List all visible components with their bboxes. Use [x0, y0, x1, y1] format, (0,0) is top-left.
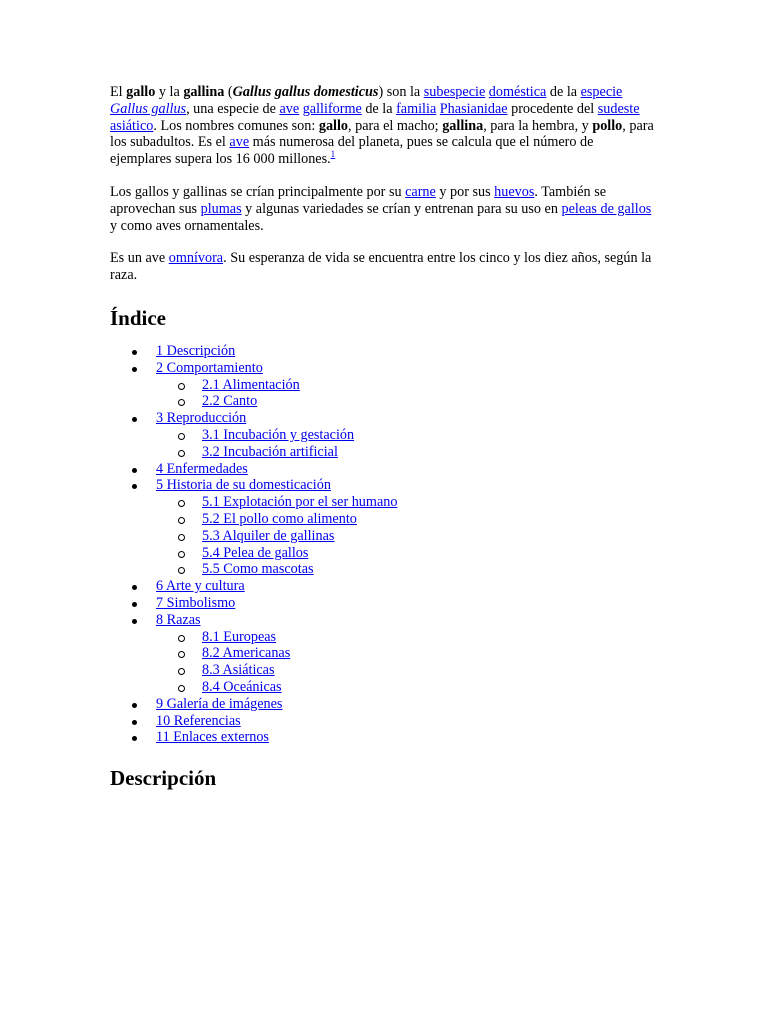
text: de la	[546, 84, 581, 100]
text: y por sus	[435, 183, 495, 200]
text: Es un ave	[110, 250, 169, 267]
text: de la	[361, 100, 397, 117]
toc-link-explotacion[interactable]: 5.1 Explotación por el ser humano	[202, 494, 398, 511]
toc-link-galeria[interactable]: 9 Galería de imágenes	[156, 695, 283, 712]
bold-term: gallina	[183, 84, 225, 100]
intro-paragraph	[110, 84, 655, 168]
toc-item	[156, 595, 655, 612]
toc-subitem	[202, 645, 655, 662]
toc-subitem	[202, 511, 655, 528]
bold-term: gallo	[126, 84, 156, 100]
toc-link-incubacion-artificial[interactable]: 3.2 Incubación artificial	[202, 443, 338, 460]
toc-subitem	[202, 561, 655, 578]
text: y algunas variedades se crían y entrenan para su uso en	[241, 200, 562, 217]
toc-link-razas[interactable]: 8 Razas	[156, 611, 201, 628]
bold-term: gallina	[442, 117, 484, 134]
toc-subitem	[202, 427, 655, 444]
toc-link-canto[interactable]: 2.2 Canto	[202, 393, 258, 410]
toc-item	[156, 713, 655, 730]
text: . Su esperanza de vida se encuentra entre los cinco y los diez años, según la raza.	[110, 250, 652, 284]
text: procedente del	[507, 100, 598, 117]
text: (	[224, 84, 233, 100]
link-especie[interactable]: especie	[580, 84, 623, 100]
link-subespecie[interactable]: subespecie	[423, 84, 486, 100]
toc-link-enfermedades[interactable]: 4 Enfermedades	[156, 460, 248, 477]
link-galliforme[interactable]: galliforme	[302, 100, 362, 117]
toc-link-pelea-gallos[interactable]: 5.4 Pelea de gallos	[202, 544, 309, 561]
toc-subitem	[202, 444, 655, 461]
toc-link-simbolismo[interactable]: 7 Simbolismo	[156, 594, 236, 611]
toc-link-incubacion-gestacion[interactable]: 3.1 Incubación y gestación	[202, 426, 355, 443]
toc-subitem	[202, 393, 655, 410]
toc-sublist	[156, 427, 655, 461]
toc-link-asiaticas[interactable]: 8.3 Asiáticas	[202, 662, 275, 679]
toc-link-alquiler-gallinas[interactable]: 5.3 Alquiler de gallinas	[202, 527, 335, 544]
article-body	[110, 84, 655, 803]
link-plumas[interactable]: plumas	[200, 200, 242, 217]
toc-item	[156, 360, 655, 410]
bold-term: gallo	[318, 117, 349, 134]
toc-link-historia[interactable]: 5 Historia de su domesticación	[156, 477, 331, 494]
toc-sublist	[156, 494, 655, 578]
toc-item	[156, 696, 655, 713]
toc-link-europeas[interactable]: 8.1 Europeas	[202, 628, 277, 645]
section-heading-descripcion: Descripción	[110, 766, 217, 791]
text: más numerosa del planeta, pues se calcula que el número de ejemplares supera los 16 000 millones.	[110, 134, 594, 168]
link-domestica[interactable]: doméstica	[488, 84, 547, 100]
toc-link-americanas[interactable]: 8.2 Americanas	[202, 645, 291, 662]
text: El	[110, 84, 127, 100]
link-sudeste-asiatico[interactable]: sudeste asiático	[110, 100, 640, 134]
text: y la	[155, 84, 184, 100]
toc-link-oceanicas[interactable]: 8.4 Oceánicas	[202, 678, 282, 695]
uses-paragraph	[110, 184, 655, 234]
toc-link-alimentacion[interactable]: 2.1 Alimentación	[202, 376, 300, 393]
toc-subitem	[202, 662, 655, 679]
reference-link-1[interactable]: 1	[330, 149, 336, 160]
toc-heading: Índice	[110, 305, 167, 330]
link-carne[interactable]: carne	[405, 183, 436, 200]
link-gallus-gallus-label: Gallus gallus	[110, 100, 187, 117]
toc-link-enlaces-externos[interactable]: 11 Enlaces externos	[156, 729, 269, 746]
text: y como aves ornamentales.	[110, 217, 264, 234]
toc-item	[156, 343, 655, 360]
text: , una especie de	[186, 100, 280, 117]
text: . También se aprovechan sus	[110, 183, 607, 217]
diet-paragraph	[110, 250, 655, 284]
toc-link-arte-cultura[interactable]: 6 Arte y cultura	[156, 578, 245, 595]
toc-subitem	[202, 545, 655, 562]
link-ave-2[interactable]: ave	[229, 134, 250, 151]
toc-link-reproduccion[interactable]: 3 Reproducción	[156, 410, 247, 427]
toc-link-comportamiento[interactable]: 2 Comportamiento	[156, 359, 263, 376]
toc-subitem	[202, 528, 655, 545]
text: Los gallos y gallinas se crían principalmente por su	[110, 183, 406, 200]
toc-item	[156, 461, 655, 478]
toc-item	[156, 612, 655, 696]
toc-subitem	[202, 679, 655, 696]
toc-subitem	[202, 377, 655, 394]
table-of-contents	[110, 343, 655, 746]
toc-sublist	[156, 629, 655, 696]
bold-term: pollo	[592, 117, 623, 134]
link-peleas-de-gallos[interactable]: peleas de gallos	[561, 200, 652, 217]
toc-item	[156, 477, 655, 578]
link-gallus-gallus[interactable]	[110, 101, 186, 117]
toc-link-referencias[interactable]: 10 Referencias	[156, 712, 241, 729]
text: , para la hembra, y	[483, 117, 593, 134]
toc-link-descripcion[interactable]: 1 Descripción	[156, 342, 236, 359]
toc-item	[156, 729, 655, 746]
link-familia[interactable]: familia	[396, 100, 437, 117]
toc-item	[156, 578, 655, 595]
toc-subitem	[202, 494, 655, 511]
toc-item	[156, 410, 655, 460]
scientific-name: Gallus gallus domesticus	[232, 84, 379, 100]
toc-link-mascotas[interactable]: 5.5 Como mascotas	[202, 561, 314, 578]
text: ) son la	[378, 84, 424, 100]
text: , para el macho;	[348, 117, 443, 134]
toc-sublist	[156, 377, 655, 411]
link-phasianidae[interactable]: Phasianidae	[439, 100, 508, 117]
link-huevos[interactable]: huevos	[494, 183, 535, 200]
link-ave[interactable]: ave	[279, 100, 300, 117]
toc-subitem	[202, 629, 655, 646]
link-omnivora[interactable]: omnívora	[168, 250, 224, 267]
text: , para los subadultos. Es el	[110, 117, 654, 151]
toc-link-pollo-alimento[interactable]: 5.2 El pollo como alimento	[202, 510, 357, 527]
text: . Los nombres comunes son:	[153, 117, 319, 134]
